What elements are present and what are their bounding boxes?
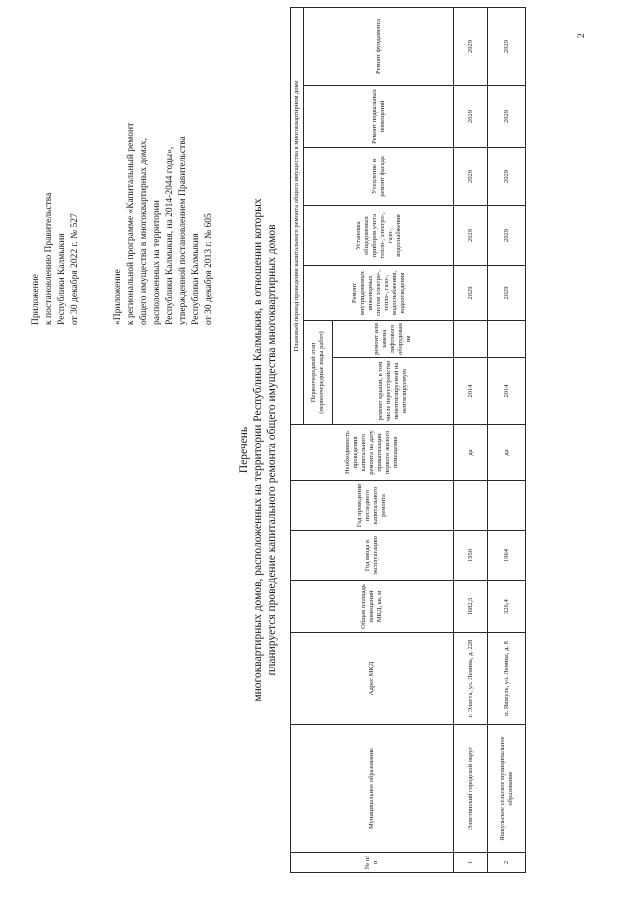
appendix-block xyxy=(30,193,82,325)
document-title xyxy=(237,35,279,865)
cell-lift xyxy=(488,321,526,358)
col-header-roof: ремонт крыши, в том числе переустройство невентилируемой на вентилируемую xyxy=(333,358,454,425)
program-line: утвержденной постановлением Правительства xyxy=(178,136,188,325)
program-line: общего имущества в многоквартирных домах, xyxy=(139,137,149,325)
col-header-address: Адрес МКД xyxy=(291,633,454,725)
cell-address: г. Элиста, ул. Ленина, д. 228 xyxy=(454,633,488,725)
cell-year-last-repair xyxy=(454,481,488,531)
cell-num: 2 xyxy=(488,853,526,873)
col-header-engineering: Ремонт внутридомовых инженерных систем электро-, тепло-, газо-, водоснабжения, водоотведения xyxy=(304,266,454,321)
program-line: от 30 декабря 2013 г. № 605 xyxy=(204,213,214,325)
cell-basement: 2029 xyxy=(454,86,488,148)
col-header-num: № п/п xyxy=(291,853,454,873)
table-row xyxy=(454,7,488,872)
cell-foundation: 2029 xyxy=(454,7,488,85)
col-header-year-built: Год ввода в эксплуатацию xyxy=(291,531,454,581)
title-line: планируется проведение капитального ремонта общего имущества многоквартирных домов xyxy=(266,224,278,676)
cell-need-repair: да xyxy=(488,425,526,481)
cell-foundation: 2029 xyxy=(488,7,526,85)
cell-area: 1682,5 xyxy=(454,581,488,633)
col-header-planned-period: Плановый период проведения капитального ремонта общего имущества в многоквартирном доме xyxy=(291,7,304,424)
cell-basement: 2029 xyxy=(488,86,526,148)
page-number: 2 xyxy=(577,33,587,38)
cell-roof: 2014 xyxy=(454,358,488,425)
title-line: многоквартирных домов, расположенных на территории Республики Калмыкия, в отношении которых xyxy=(252,198,264,702)
cell-year-built: 1950 xyxy=(454,531,488,581)
appendix-line: от 30 декабря 2022 г. № 527 xyxy=(70,213,80,325)
program-line: Республики Калмыкия xyxy=(191,233,201,325)
cell-year-last-repair xyxy=(488,481,526,531)
cell-year-built: 1964 xyxy=(488,531,526,581)
houses-table xyxy=(290,7,526,873)
appendix-line: к постановлению Правительства xyxy=(44,192,54,325)
table-row xyxy=(488,7,526,872)
cell-engineering: 2029 xyxy=(454,266,488,321)
program-line: Республики Калмыкия, на 2014-2044 годы», xyxy=(165,146,175,325)
cell-meters: 2029 xyxy=(488,206,526,266)
cell-need-repair: да xyxy=(454,425,488,481)
col-header-municipality: Муниципальное образование xyxy=(291,725,454,853)
col-header-area: Общая площадь помещений МКД, кв. м xyxy=(291,581,454,633)
cell-address: п. Яшкуль, ул. Ленина, д. 8 xyxy=(488,633,526,725)
cell-engineering: 2029 xyxy=(488,266,526,321)
cell-meters: 2029 xyxy=(454,206,488,266)
appendix-line: Приложение xyxy=(31,274,41,325)
cell-area: 326,4 xyxy=(488,581,526,633)
cell-lift xyxy=(454,321,488,358)
col-header-basement: Ремонт подвальных помещений xyxy=(304,86,454,148)
program-line: «Приложение xyxy=(113,269,123,325)
appendix-line: Республики Калмыкия xyxy=(57,233,67,325)
cell-num: 1 xyxy=(454,853,488,873)
cell-municipality: Яшкульское сельское муниципальное образование xyxy=(488,725,526,853)
col-header-insulation: Утепление и ремонт фасада xyxy=(304,148,454,206)
cell-insulation: 2029 xyxy=(454,148,488,206)
col-header-meters: Установка общедомовых приборов учета тепло-, электро-, газо-, водоснабжения xyxy=(304,206,454,266)
col-header-lift: ремонт или замена лифтового оборудования xyxy=(333,321,454,358)
program-line: к региональной программе «Капитальный ремонт xyxy=(126,122,136,325)
col-header-year-last-repair: Год проведения последнего капитального ремонта xyxy=(291,481,454,531)
cell-municipality: Элистинский городской округ xyxy=(454,725,488,853)
cell-roof: 2014 xyxy=(488,358,526,425)
col-header-foundation: Ремонт фундамента xyxy=(304,7,454,85)
title-heading: Перечень xyxy=(238,426,250,474)
cell-insulation: 2029 xyxy=(488,148,526,206)
program-block xyxy=(112,123,216,325)
col-header-need-repair: Необходимость проведения капитального ремонта на дату приватизации первого жилого помещения xyxy=(291,425,454,481)
col-header-priority-stage: Первоочередной этап (первоочередные виды работ) xyxy=(304,321,333,425)
program-line: расположенных на территории xyxy=(152,200,162,325)
